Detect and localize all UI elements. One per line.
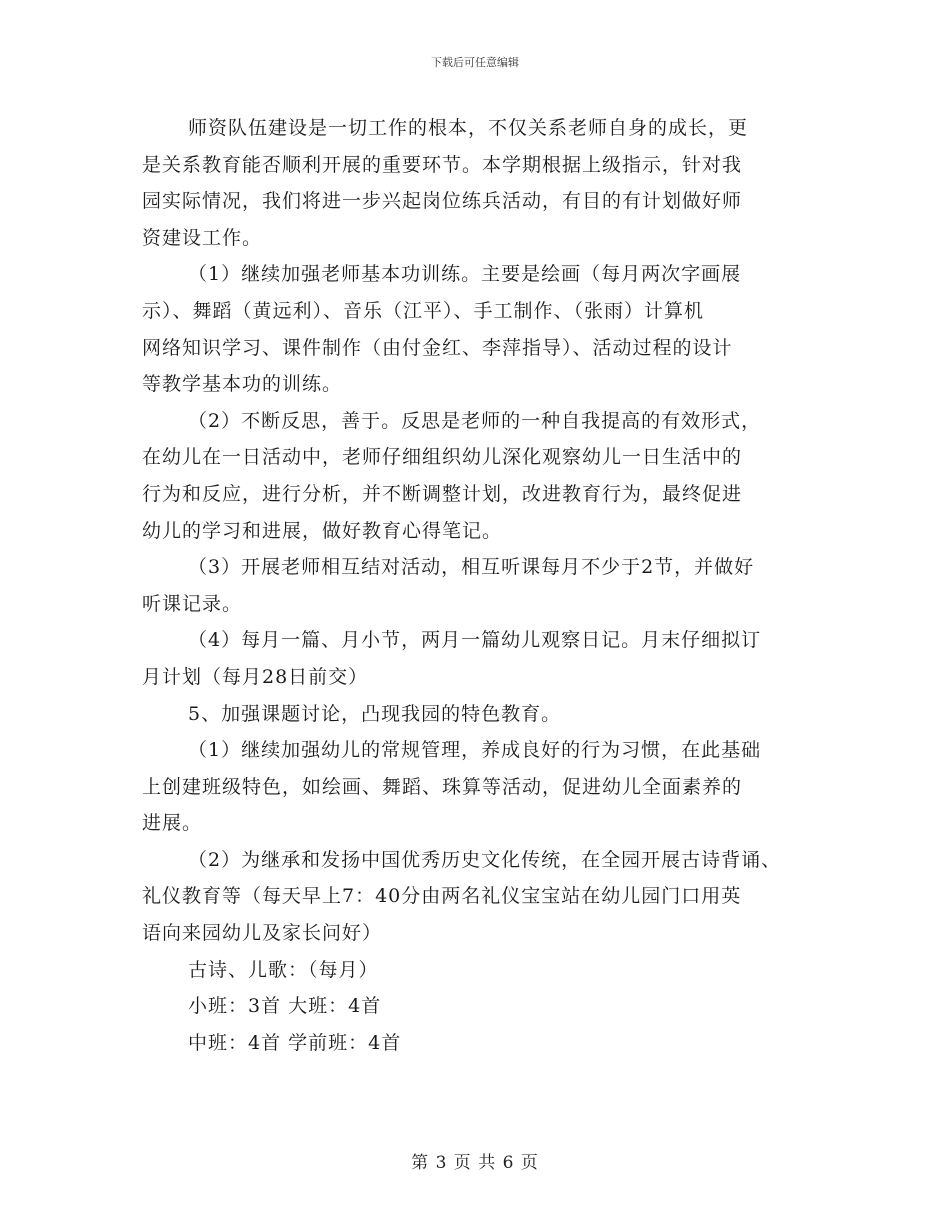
paragraph-line: 进展。	[142, 812, 203, 835]
document-body	[142, 110, 812, 1061]
paragraph-line: 中班：4首 学前班：4首	[188, 1031, 402, 1054]
paragraph-line: 在幼儿在一日活动中，老师仔细组织幼儿深化观察幼儿一日生活中的	[142, 446, 743, 469]
paragraph-line: 行为和反应，进行分析，并不断调整计划，改进教育行为，最终促进	[142, 482, 743, 505]
paragraph-line: 语向来园幼儿及家长问好）	[142, 922, 383, 945]
paragraph-line: 礼仪教育等（每天早上7：40分由两名礼仪宝宝站在幼儿园门口用英	[142, 885, 742, 908]
paragraph-line: 网络知识学习、课件制作（由付金红、李萍指导）、活动过程的设计	[142, 336, 733, 359]
paragraph-line: 园实际情况，我们将进一步兴起岗位练兵活动，有目的有计划做好师	[142, 190, 743, 213]
page-number-footer: 第 3 页 共 6 页	[411, 1153, 539, 1173]
paragraph-line: 听课记录。	[142, 592, 243, 615]
paragraph-line: 示）、舞蹈（黄远利）、音乐（江平）、手工制作、（张雨）计算机	[142, 299, 705, 322]
paragraph-line: （2）为继承和发扬中国优秀历史文化传统，在全园开展古诗背诵、	[188, 848, 782, 871]
paragraph-line: （1）继续加强老师基本功训练。主要是绘画（每月两次字画展	[188, 263, 742, 286]
paragraph-line: 资建设工作。	[142, 226, 263, 249]
page-header-note: 下载后可任意编辑	[431, 56, 519, 69]
paragraph-line: 是关系教育能否顺利开展的重要环节。本学期根据上级指示，针对我	[142, 153, 743, 176]
paragraph-line: 小班：3首 大班：4首	[188, 995, 382, 1018]
paragraph-line: 上创建班级特色，如绘画、舞蹈、珠算等活动，促进幼儿全面素养的	[142, 775, 743, 798]
paragraph-line: 师资队伍建设是一切工作的根本，不仅关系老师自身的成长，更	[188, 117, 749, 139]
paragraph-line: （3）开展老师相互结对活动，相互听课每月不少于2节，并做好	[188, 556, 755, 579]
paragraph-line: 幼儿的学习和进展，做好教育心得笔记。	[142, 519, 503, 542]
paragraph-line: 5、加强课题讨论，凸现我园的特色教育。	[188, 702, 562, 725]
paragraph-line: 古诗、儿歌：（每月）	[188, 958, 379, 981]
paragraph-line: （1）继续加强幼儿的常规管理，养成良好的行为习惯，在此基础	[188, 739, 762, 762]
paragraph-line: 月计划（每月28日前交）	[142, 665, 369, 688]
paragraph-line: （4）每月一篇、月小节，两月一篇幼儿观察日记。月末仔细拟订	[188, 629, 762, 652]
paragraph-line: （2）不断反思，善于。反思是老师的一种自我提高的有效形式，	[188, 409, 762, 432]
paragraph-line: 等教学基本功的训练。	[142, 373, 343, 396]
